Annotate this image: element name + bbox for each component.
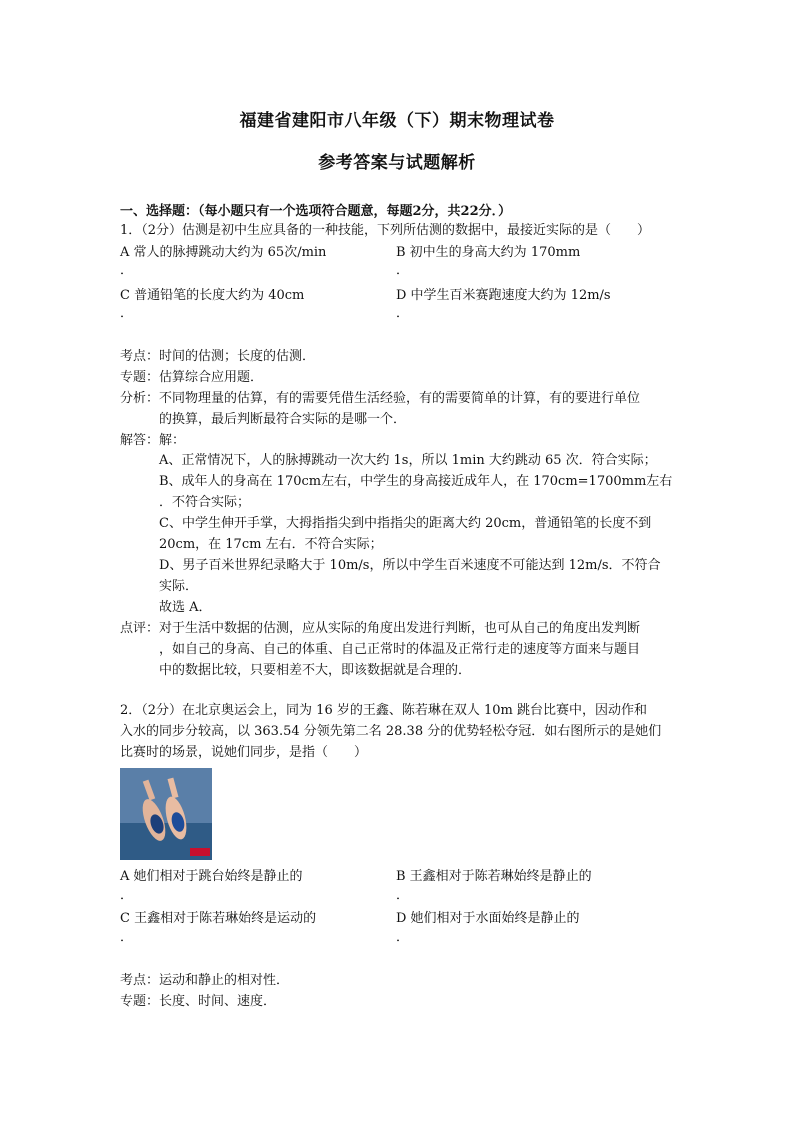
q1-jieda-d1: D、男子百米世界纪录略大于 10m/s，所以中学生百米速度不可能达到 12m/s．不符合	[159, 558, 661, 573]
q1-jieda-b1: B、成年人的身高在 170cm左右，中学生的身高接近成年人，在 170cm=1700mm左右	[159, 474, 673, 489]
q2-option-d: D 她们相对于水面始终是静止的	[396, 911, 580, 926]
q2-stem-line3: 比赛时的场景，说她们同步，是指（ ）	[120, 745, 368, 760]
q1-jieda-c2: 20cm，在 17cm 左右．不符合实际；	[159, 537, 383, 552]
q2-option-a: A 她们相对于跳台始终是静止的	[120, 869, 303, 884]
q2-option-c-dot: ．	[120, 930, 134, 945]
q1-zhuanti: 估算综合应用题．	[159, 370, 264, 385]
q2-option-b-dot: ．	[396, 888, 410, 903]
q1-option-c-dot: ．	[120, 306, 134, 321]
doc-title: 福建省建阳市八年级（下）期末物理试卷	[239, 111, 555, 131]
q2-kaodian-label: 考点：	[120, 973, 160, 988]
q1-dianping-line1: 对于生活中数据的估测，应从实际的角度出发进行判断，也可从自己的角度出发判断	[159, 621, 641, 636]
q2-zhuanti-label: 专题：	[120, 994, 160, 1009]
q1-kaodian: 时间的估测；长度的估测．	[159, 349, 316, 364]
q1-dianping-line3: 中的数据比较，只要相差不大，即该数据就是合理的．	[159, 663, 472, 678]
q1-option-c: C 普通铅笔的长度大约为 40cm	[120, 288, 305, 303]
q2-zhuanti: 长度、时间、速度．	[159, 994, 277, 1009]
q2-option-d-dot: ．	[396, 930, 410, 945]
q2-stem-line1: 2．（2分）在北京奥运会上，同为 16 岁的王鑫、陈若琳在双人 10m 跳台比赛中，因动作和	[120, 703, 647, 718]
q2-option-b: B 王鑫相对于陈若琳始终是静止的	[396, 869, 592, 884]
q1-kaodian-label: 考点：	[120, 349, 160, 364]
q1-option-d: D 中学生百米赛跑速度大约为 12m/s	[396, 288, 611, 303]
q2-stem-line2: 入水的同步分较高，以 363.54 分领先第二名 28.38 分的优势轻松夺冠．如右图所示的是她们	[120, 724, 662, 739]
q1-dianping-label: 点评：	[120, 621, 160, 636]
q1-dianping-line2: ，如自己的身高、自己的体重、自己正常时的体温及正常行走的速度等方面来与题目	[159, 642, 641, 657]
divers-photo-icon	[120, 768, 212, 860]
q1-jieda-intro: 解：	[159, 433, 186, 448]
q2-kaodian: 运动和静止的相对性．	[159, 973, 290, 988]
q1-fenxi-line2: 的换算，最后判断最符合实际的是哪一个．	[159, 412, 407, 427]
q1-jieda-d2: 实际．	[159, 579, 199, 594]
q1-option-b: B 初中生的身高大约为 170mm	[396, 245, 581, 260]
q1-option-b-dot: ．	[396, 263, 410, 278]
q2-option-c: C 王鑫相对于陈若琳始终是运动的	[120, 911, 317, 926]
q1-option-a-dot: ．	[120, 263, 134, 278]
q2-option-a-dot: ．	[120, 888, 134, 903]
q1-jieda-a: A、正常情况下，人的脉搏跳动一次大约 1s，所以 1min 大约跳动 65 次．符合实际；	[159, 453, 657, 468]
q1-option-a: A 常人的脉搏跳动大约为 65次/min	[120, 245, 327, 260]
q1-jieda-c1: C、中学生伸开手掌，大拇指指尖到中指指尖的距离大约 20cm，普通铅笔的长度不到	[159, 516, 652, 531]
section-heading: 一、选择题：（每小题只有一个选项符合题意，每题2分，共22分．）	[120, 204, 512, 219]
q1-zhuanti-label: 专题：	[120, 370, 160, 385]
q1-jieda-end: 故选 A．	[159, 600, 212, 615]
doc-subtitle: 参考答案与试题解析	[318, 153, 476, 173]
q1-fenxi-line1: 不同物理量的估算，有的需要凭借生活经验，有的需要简单的计算，有的要进行单位	[159, 391, 641, 406]
q1-jieda-label: 解答：	[120, 433, 160, 448]
q1-fenxi-label: 分析：	[120, 391, 160, 406]
q1-option-d-dot: ．	[396, 306, 410, 321]
divers-photo	[120, 768, 212, 860]
q1-jieda-b2: ．不符合实际；	[159, 495, 251, 510]
q1-stem: 1．（2分）估测是初中生应具备的一种技能，下列所估测的数据中，最接近实际的是（ ）	[120, 223, 651, 238]
